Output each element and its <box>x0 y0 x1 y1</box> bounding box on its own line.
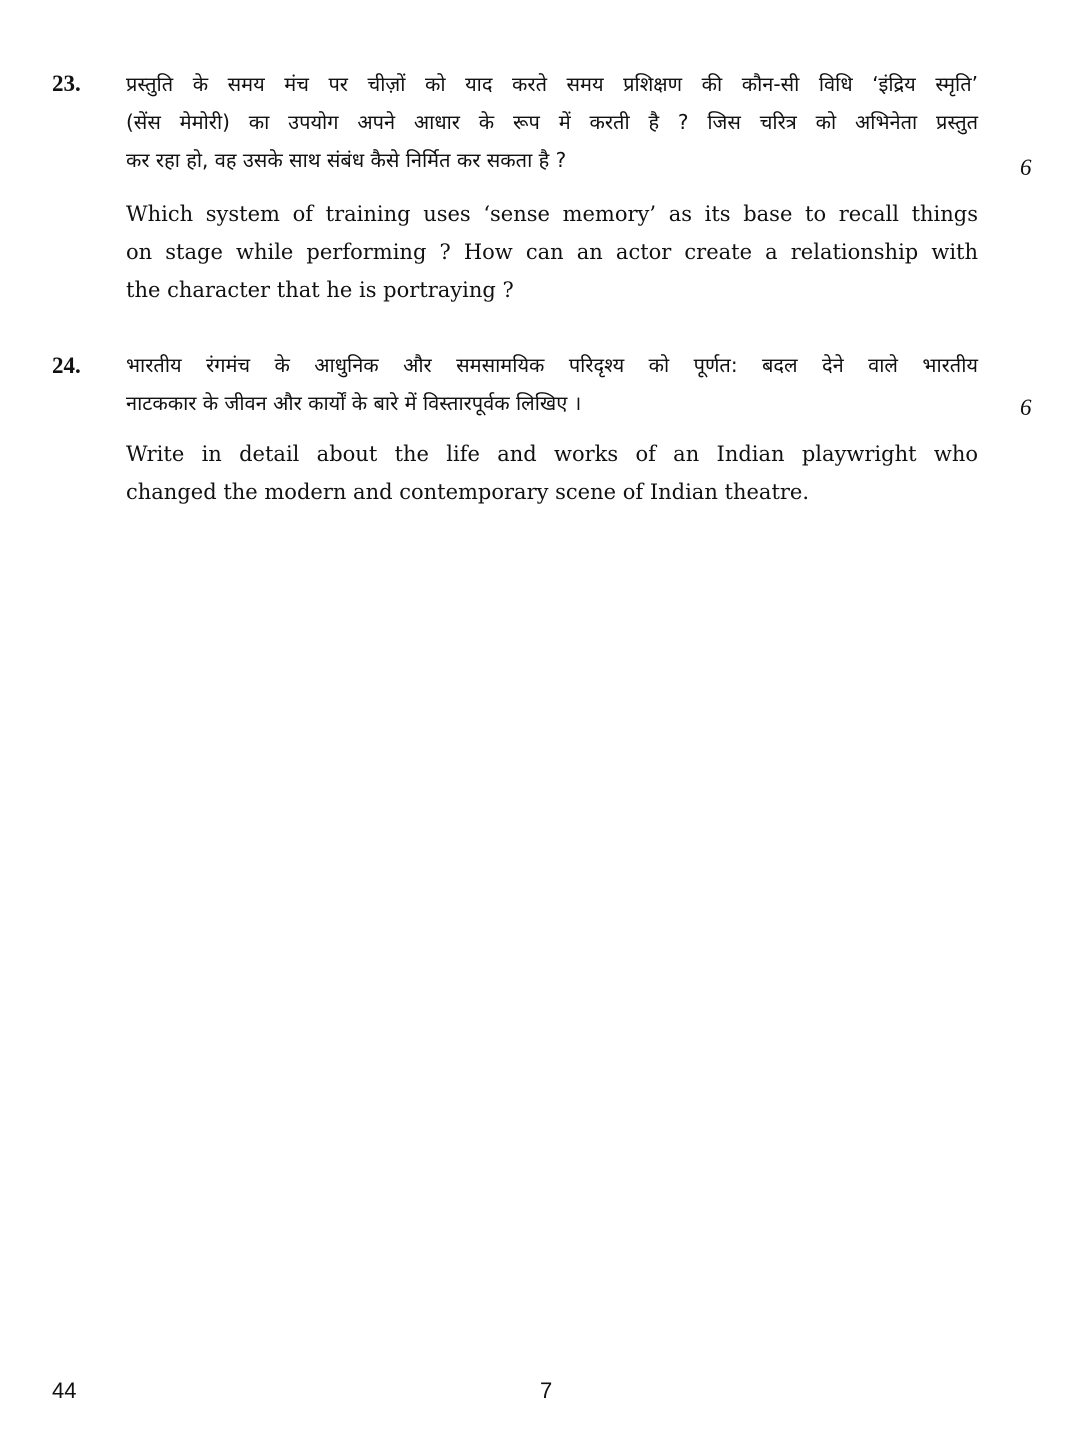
question-number: 24. <box>52 353 81 378</box>
english-line: changed the modern and contemporary scene of Indian theatre. <box>126 480 810 504</box>
question-text-hindi <box>126 65 978 179</box>
hindi-line: (सेंस मेमोरी) का उपयोग अपने आधार के रूप में करती है ? जिस चरित्र को अभिनेता प्रस्तुत <box>126 110 978 134</box>
paper-code: 44 <box>52 1378 77 1403</box>
hindi-line: भारतीय रंगमंच के आधुनिक और समसामयिक परिदृश्य को पूर्णत: बदल देने वाले भारतीय <box>126 353 978 377</box>
question-text-english <box>126 195 978 309</box>
marks: 6 <box>1020 395 1032 420</box>
question-number: 23. <box>52 71 81 96</box>
english-line: the character that he is portraying ? <box>126 278 514 302</box>
question-text-english <box>126 435 978 511</box>
question-text-hindi <box>126 346 978 422</box>
english-line: Write in detail about the life and works of an Indian playwright who <box>126 442 978 466</box>
hindi-line: नाटककार के जीवन और कार्यों के बारे में विस्तारपूर्वक लिखिए । <box>126 391 582 415</box>
english-line: Which system of training uses ‘sense memory’ as its base to recall things <box>126 202 978 226</box>
hindi-line: कर रहा हो, वह उसके साथ संबंध कैसे निर्मित कर सकता है ? <box>126 148 567 172</box>
english-line: on stage while performing ? How can an actor create a relationship with <box>126 240 978 264</box>
marks: 6 <box>1020 155 1032 180</box>
hindi-line: प्रस्तुति के समय मंच पर चीज़ों को याद करते समय प्रशिक्षण की कौन-सी विधि ‘इंद्रिय स्मृति’ <box>126 72 978 96</box>
page-number: 7 <box>540 1378 553 1403</box>
